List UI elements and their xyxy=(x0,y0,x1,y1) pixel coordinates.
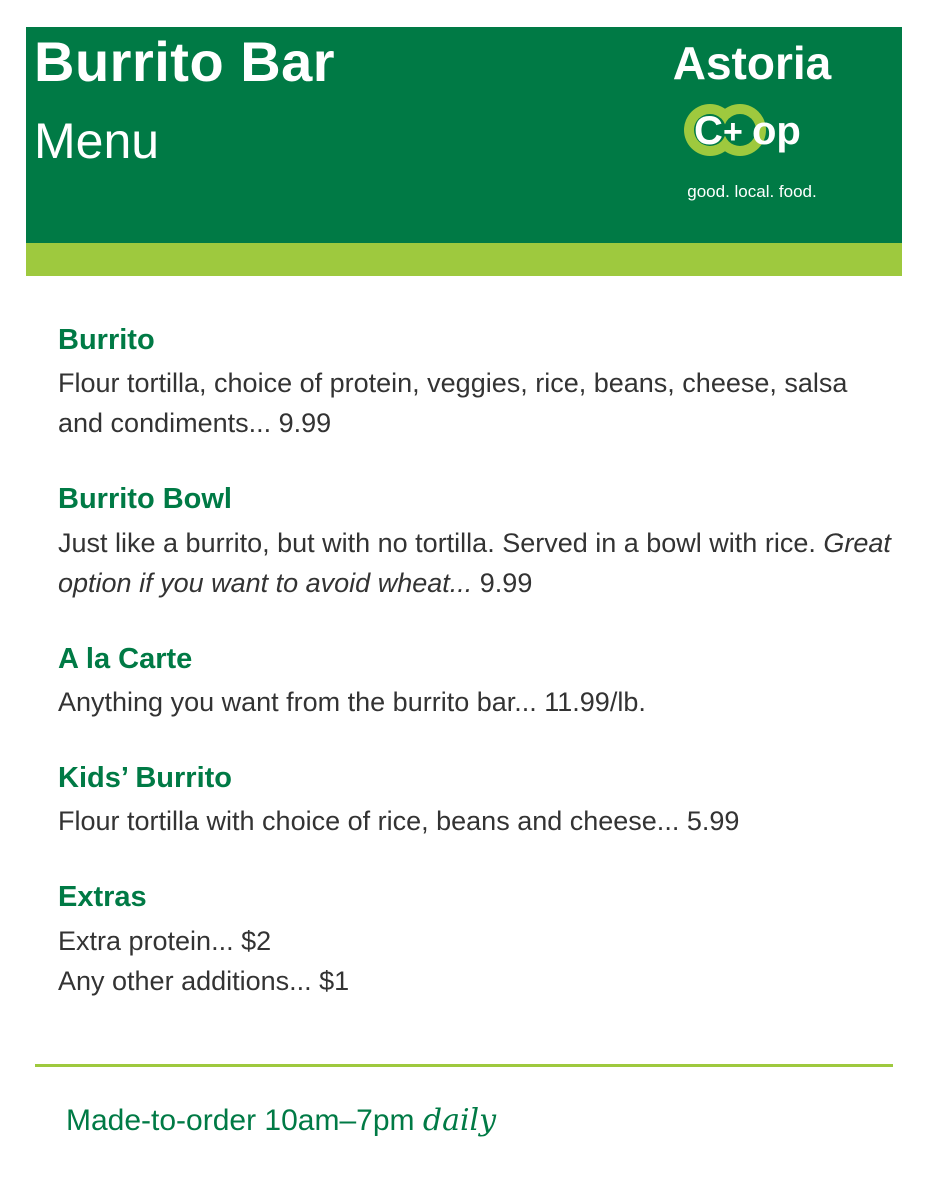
logo-brand-name: Astoria xyxy=(672,37,832,89)
menu-item-description: Flour tortilla, choice of protein, veggies, rice, beans, cheese, salsa and condiments... 9.99 xyxy=(58,368,848,439)
logo-tagline: good. local. food. xyxy=(687,182,817,201)
footer-daily: daily xyxy=(422,1103,497,1138)
astoria-coop-logo xyxy=(652,37,862,210)
menu-item-heading: Extras xyxy=(58,881,147,914)
extras-line: Any other additions... $1 xyxy=(58,965,350,996)
menu-item-description: Flour tortilla with choice of rice, beans and cheese... 5.99 xyxy=(58,806,740,837)
footer-hours xyxy=(66,1103,497,1138)
menu-list xyxy=(58,324,898,1041)
menu-item-heading: A la Carte xyxy=(58,642,193,675)
menu-item-kids-burrito xyxy=(58,762,898,841)
menu-item-description xyxy=(58,523,898,603)
menu-item-price: 9.99 xyxy=(479,567,533,598)
extras-line: Extra protein... $2 xyxy=(58,925,272,956)
description-italic-note: Great option if you want to avoid wheat... xyxy=(58,527,891,598)
svg-text:+: + xyxy=(723,113,743,151)
footer-divider xyxy=(35,1064,893,1067)
header-accent-stripe xyxy=(26,243,902,276)
menu-item-a-la-carte xyxy=(58,643,898,722)
page-title: Burrito Bar xyxy=(34,30,336,93)
menu-item-extras xyxy=(58,881,898,1000)
menu-item-heading: Burrito Bowl xyxy=(58,483,232,516)
description-plain: Just like a burrito, but with no tortilla. Served in a bowl with rice. xyxy=(58,527,816,558)
coop-logo-icon xyxy=(672,102,832,158)
svg-text:C: C xyxy=(694,109,723,153)
menu-item-burrito xyxy=(58,324,898,443)
footer-hours-text: Made-to-order 10am–7pm xyxy=(66,1104,415,1137)
menu-item-heading: Burrito xyxy=(58,324,155,356)
menu-item-burrito-bowl xyxy=(58,483,898,602)
menu-item-heading: Kids’ Burrito xyxy=(58,762,233,795)
page-subtitle: Menu xyxy=(34,113,160,169)
menu-item-description: Anything you want from the burrito bar... 11.99/lb. xyxy=(58,687,646,718)
extras-list xyxy=(58,921,898,1001)
svg-text:op: op xyxy=(752,109,801,153)
